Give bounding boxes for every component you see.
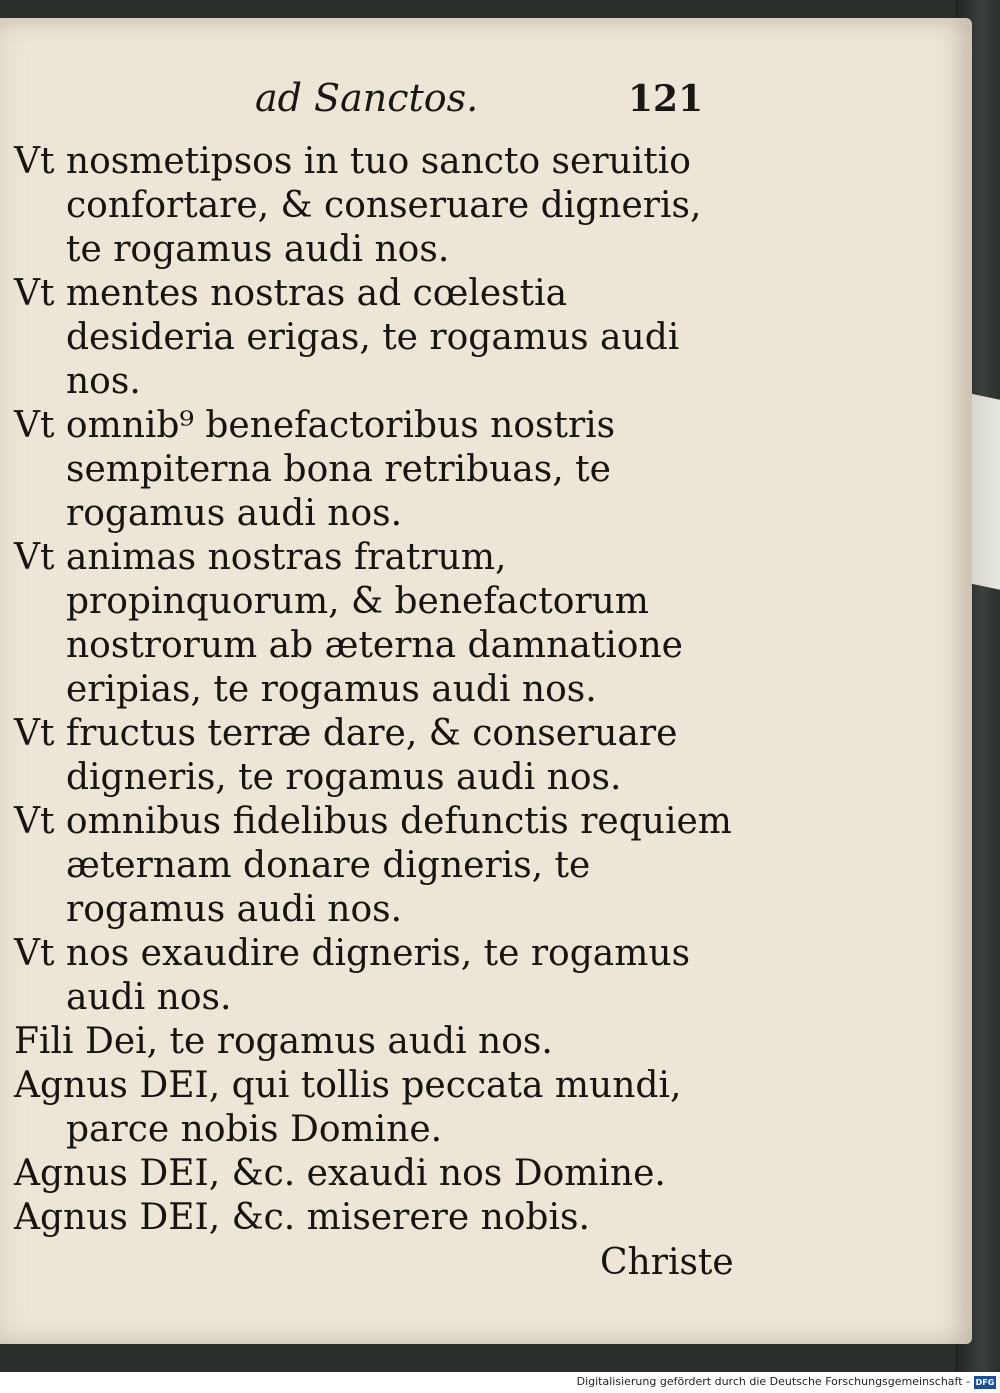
- litany-entry: Vt omnibus fidelibus defunctis requiem æternam donare digneris, te rogamus audi nos.: [14, 801, 732, 930]
- litany-entry: Vt nos exaudire digneris, te rogamus audi nos.: [14, 933, 691, 1018]
- litany-entry: Vt fructus terræ dare, & conseruare digneris, te rogamus audi nos.: [14, 713, 678, 798]
- litany-entry: Agnus DEI, qui tollis peccata mundi, parce nobis Domine.: [14, 1065, 682, 1150]
- running-head: ad Sanctos.: [255, 76, 479, 120]
- page-number: 121: [628, 78, 704, 120]
- litany-entry: Agnus DEI, &c. miserere nobis.: [14, 1197, 590, 1238]
- page-header: [0, 76, 972, 126]
- litany-entry: Agnus DEI, &c. exaudi nos Domine.: [14, 1153, 666, 1194]
- dfg-logo-icon: DFG: [975, 1378, 995, 1387]
- litany-entry: Vt nosmetipsos in tuo sancto seruitio confortare, & conseruare digneris, te rogamus audi nos.: [14, 141, 702, 270]
- litany-entry: Vt mentes nostras ad cœlestia desideria erigas, te rogamus audi nos.: [14, 273, 680, 402]
- funding-credit: Digitalisierung gefördert durch die Deutsche Forschungsgemeinschaft -: [576, 1375, 970, 1388]
- catchword: Christe: [600, 1242, 734, 1283]
- litany-text: [14, 140, 734, 1240]
- litany-entry: Vt animas nostras fratrum, propinquorum, & benefactorum nostrorum ab æterna damnatione eripias, te rogamus audi nos.: [14, 537, 683, 710]
- litany-entry: Fili Dei, te rogamus audi nos.: [14, 1021, 553, 1062]
- book-page: [0, 18, 972, 1344]
- litany-entry: Vt omnib⁹ benefactoribus nostris sempiterna bona retribuas, te rogamus audi nos.: [14, 405, 616, 534]
- footer-bar: [0, 1372, 1000, 1393]
